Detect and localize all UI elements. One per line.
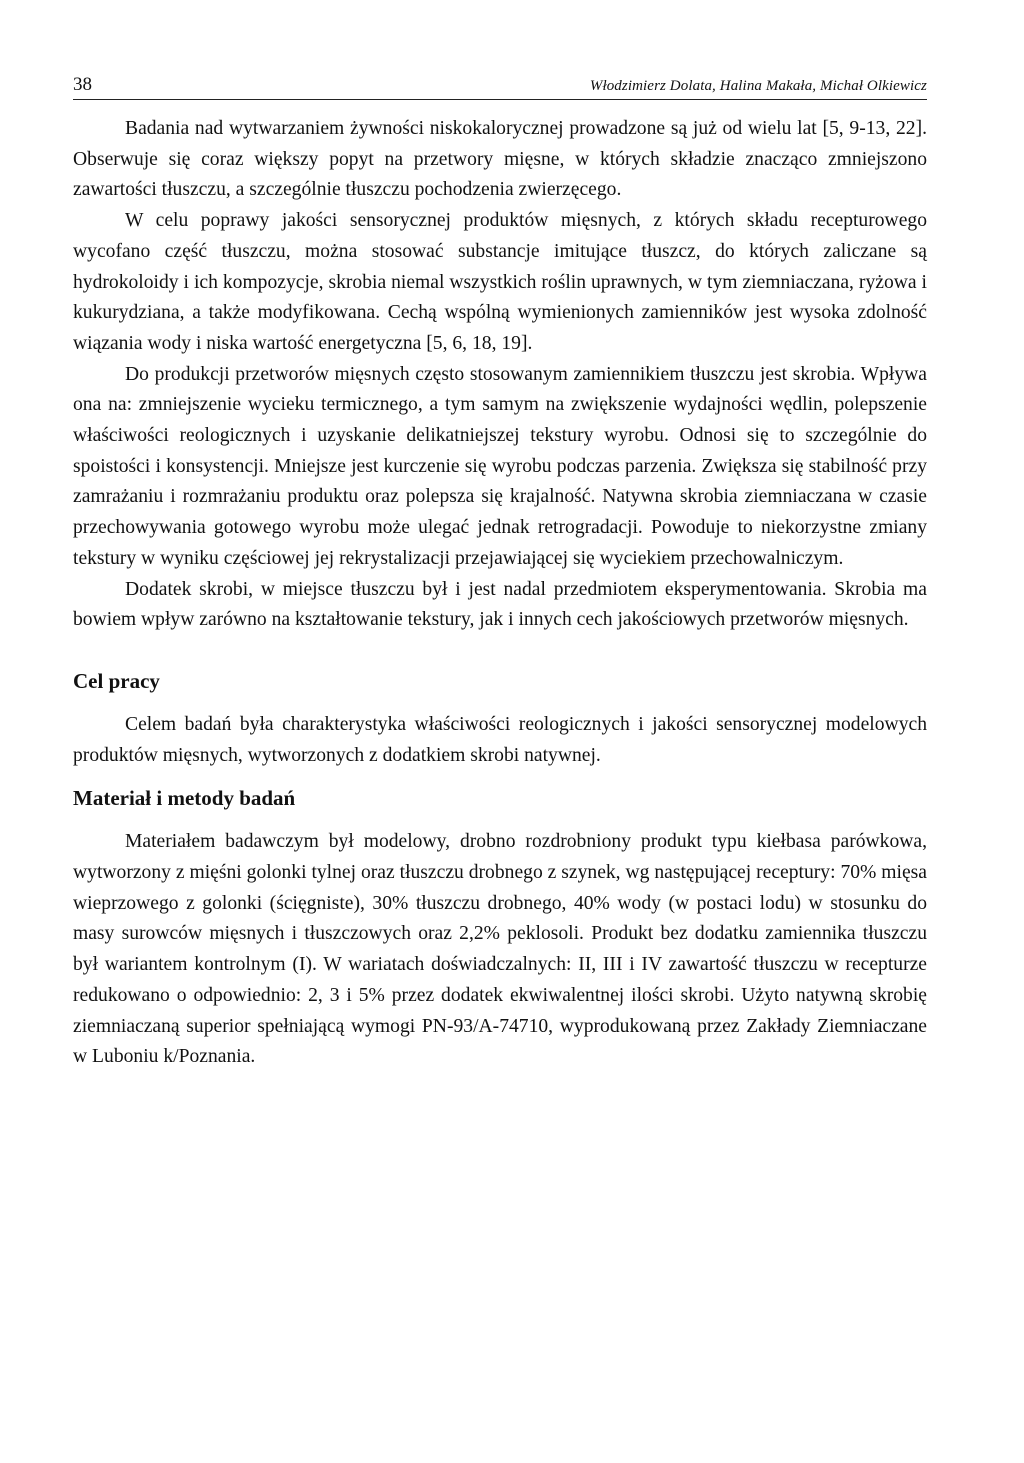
running-header-authors: Włodzimierz Dolata, Halina Makała, Michał Olkiewicz — [589, 78, 927, 94]
page — [73, 74, 927, 1073]
page-number: 38 — [73, 74, 92, 95]
section-heading-goal: Cel pracy — [73, 668, 160, 693]
running-header — [73, 74, 927, 100]
intro-paragraph-3: Do produkcji przetworów mięsnych często stosowanym zamiennikiem tłuszczu jest skrobia. Wpływa ona na: zmniejszenie wycieku termicznego, a tym samym na zwiększenie wydajności wędlin, polepszenie właściwości reologicznych i uzyskanie delikatniejszej tekstury wyrobu. Odnosi się to szczególnie do spoistości i konsystencji. Mniejsze jest kurczenie się wyrobu podczas parzenia. Zwiększa się stabilność przy zamrażaniu i rozmrażaniu produktu oraz polepsza się krajalność. Natywna skrobia ziemniaczana w czasie przechowywania gotowego wyrobu może ulegać jednak retrogradacji. Powoduje to niekorzystne zmiany tekstury w wyniku częściowej jej rekrystalizacji przejawiającej się wyciekiem przechowalniczym. — [73, 363, 927, 569]
section-heading-methods: Materiał i metody badań — [73, 786, 296, 811]
intro-paragraph-1: Badania nad wytwarzaniem żywności niskokalorycznej prowadzone są już od wielu lat [5, 9-13, 22]. Obserwuje się coraz większy popyt na przetwory mięsne, w których składzie znacząco zmniejszono zawartości tłuszczu, a szczególnie tłuszczu pochodzenia zwierzęcego. — [73, 118, 927, 201]
methods-paragraph: Materiałem badawczym był modelowy, drobno rozdrobniony produkt typu kiełbasa parówkowa, wytworzony z mięśni golonki tylnej oraz tłuszczu drobnego z szynek, wg następującej receptury: 70% mięsa wieprzowego z golonki (ścięgniste), 30% tłuszczu drobnego, 40% wody (w postaci lodu) w stosunku do masy surowców mięsnych i tłuszczowych oraz 2,2% peklosoli. Produkt bez dodatku zamiennika tłuszczu był wariantem kontrolnym (I). W wariatach doświadczalnych: II, III i IV zawartość tłuszczu w recepturze redukowano o odpowiednio: 2, 3 i 5% przez dodatek ekwiwalentnej ilości skrobi. Użyto natywną skrobię ziemniaczaną superior spełniającą wymogi PN-93/A-74710, wyprodukowaną przez Zakłady Ziemniaczane w Luboniu k/Poznania. — [73, 831, 927, 1068]
intro-paragraph-4: Dodatek skrobi, w miejsce tłuszczu był i jest nadal przedmiotem eksperymentowania. Skrobia ma bowiem wpływ zarówno na kształtowanie tekstury, jak i innych cech jakościowych przetworów mięsnych. — [73, 578, 927, 631]
goal-paragraph: Celem badań była charakterystyka właściwości reologicznych i jakości sensorycznej modelowych produktów mięsnych, wytworzonych z dodatkiem skrobi natywnej. — [73, 713, 927, 766]
intro-paragraph-2: W celu poprawy jakości sensorycznej produktów mięsnych, z których składu recepturowego wycofano część tłuszczu, można stosować substancje imitujące tłuszcz, do których zaliczane są hydrokoloidy i ich kompozycje, skrobia niemal wszystkich roślin uprawnych, w tym ziemniaczana, ryżowa i kukurydziana, a także modyfikowana. Cechą wspólną wymienionych zamienników jest wysoka zdolność wiązania wody i niska wartość energetyczna [5, 6, 18, 19]. — [73, 210, 927, 354]
